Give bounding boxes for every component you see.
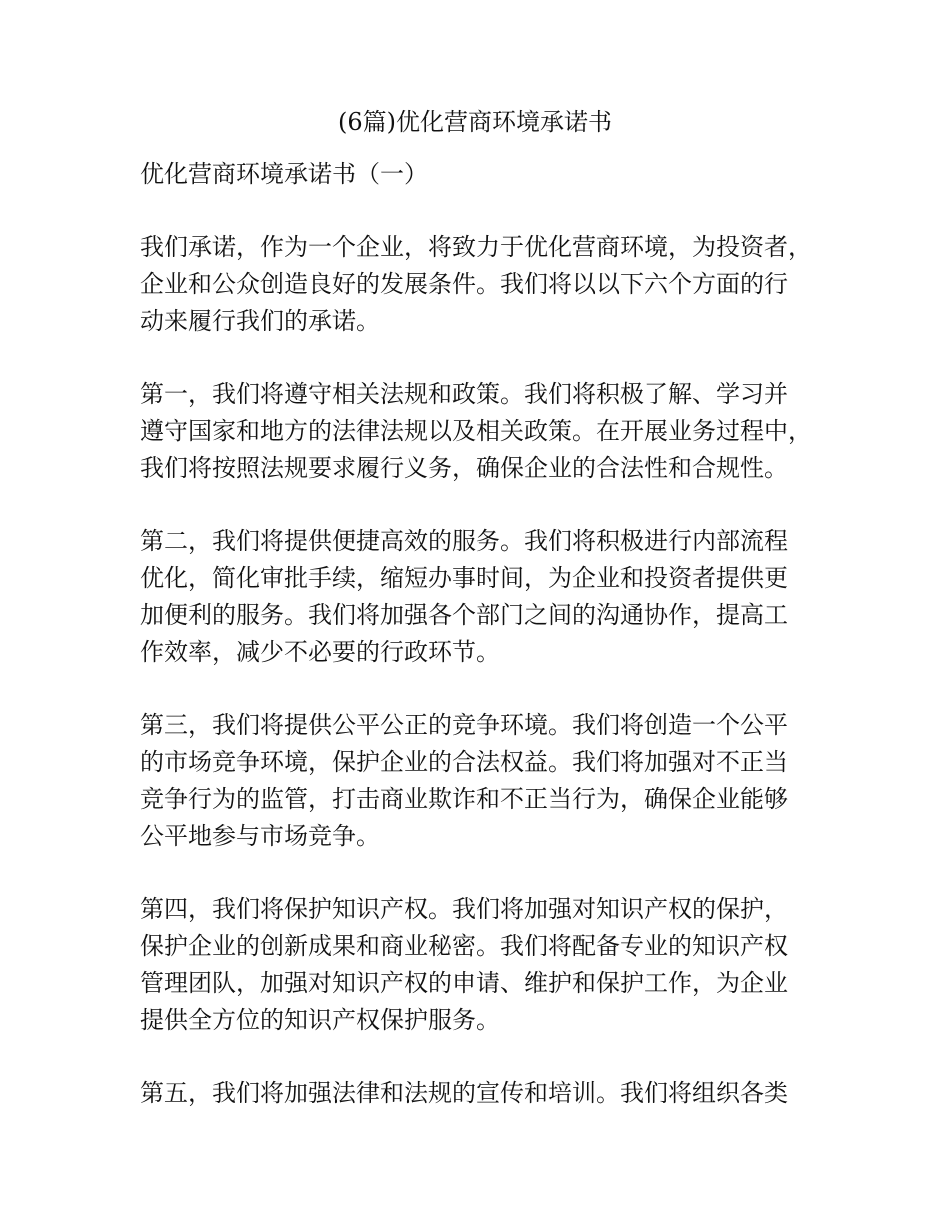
paragraph-fifth	[140, 1075, 830, 1112]
paragraph-line: 的市场竞争环境，保护企业的合法权益。我们将加强对不正当	[140, 748, 788, 776]
paragraph-line: 遵守国家和地方的法律法规以及相关政策。在开展业务过程中，	[140, 417, 812, 445]
paragraph-line: 我们承诺，作为一个企业，将致力于优化营商环境，为投资者，	[140, 233, 812, 261]
paragraph-second	[140, 523, 830, 671]
paragraph-line: 优化，简化审批手续，缩短办事时间，为企业和投资者提供更	[140, 564, 788, 592]
paragraph-line: 加便利的服务。我们将加强各个部门之间的沟通协作，提高工	[140, 601, 788, 629]
paragraph-first	[140, 376, 830, 487]
document-body	[140, 156, 830, 1112]
paragraph-line: 动来履行我们的承诺。	[140, 307, 380, 335]
paragraph-line: 我们将按照法规要求履行义务，确保企业的合法性和合规性。	[140, 454, 788, 482]
paragraph-line: 管理团队，加强对知识产权的申请、维护和保护工作，为企业	[140, 969, 788, 997]
paragraph-line: 第五，我们将加强法律和法规的宣传和培训。我们将组织各类	[140, 1079, 788, 1107]
paragraph-fourth	[140, 891, 830, 1039]
paragraph-line: 第三，我们将提供公平公正的竞争环境。我们将创造一个公平	[140, 711, 788, 739]
paragraph-line: 保护企业的创新成果和商业秘密。我们将配备专业的知识产权	[140, 932, 788, 960]
paragraph-line: 第四，我们将保护知识产权。我们将加强对知识产权的保护，	[140, 895, 788, 923]
document-title: (6篇)优化营商环境承诺书	[338, 108, 612, 136]
paragraph-line: 提供全方位的知识产权保护服务。	[140, 1006, 500, 1034]
paragraph-line: 企业和公众创造良好的发展条件。我们将以以下六个方面的行	[140, 270, 788, 298]
paragraph-third	[140, 707, 830, 855]
paragraph-line: 竞争行为的监管，打击商业欺诈和不正当行为，确保企业能够	[140, 785, 788, 813]
paragraph-line: 公平地参与市场竞争。	[140, 822, 380, 850]
paragraph-line: 作效率，减少不必要的行政环节。	[140, 638, 500, 666]
paragraph-line: 第二，我们将提供便捷高效的服务。我们将积极进行内部流程	[140, 527, 788, 555]
section-heading: 优化营商环境承诺书（一）	[140, 160, 428, 188]
paragraph-line: 第一，我们将遵守相关法规和政策。我们将积极了解、学习并	[140, 380, 788, 408]
paragraph-intro	[140, 229, 830, 340]
